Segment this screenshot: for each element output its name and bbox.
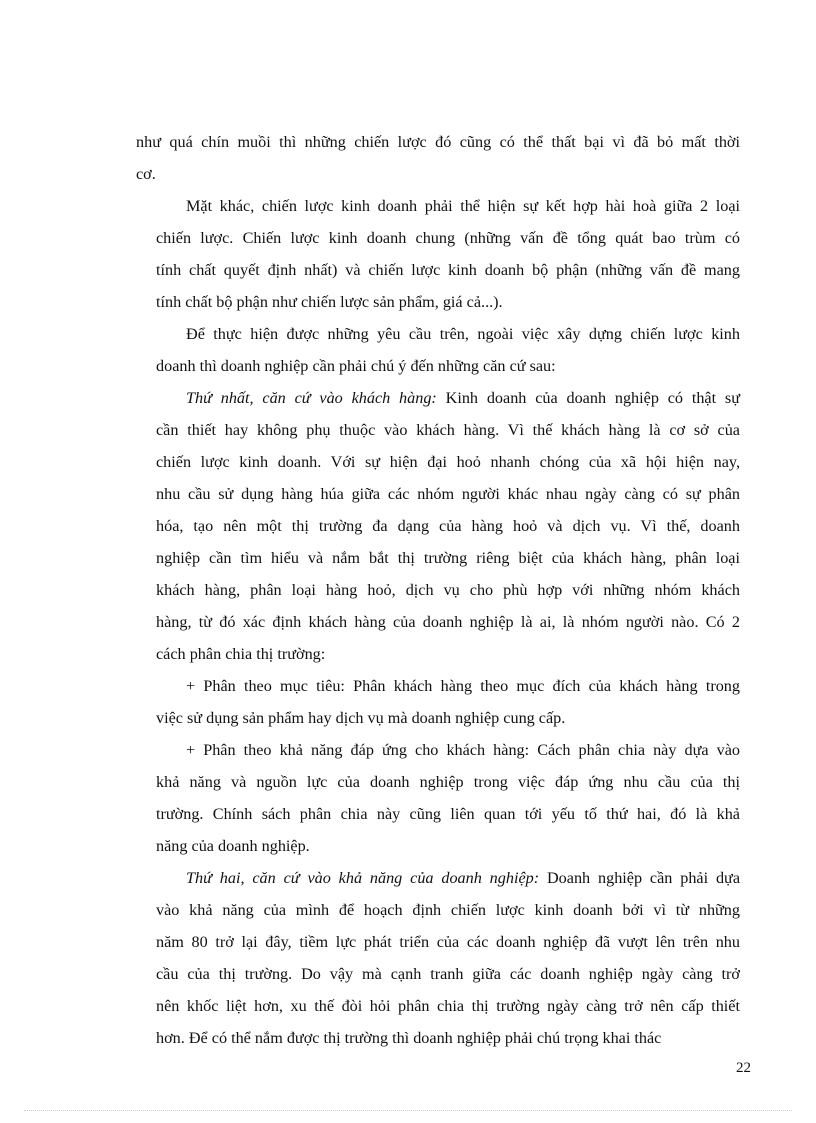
paragraph-line: cách phân chia thị trường:: [156, 645, 326, 663]
paragraph-line: khả năng và nguồn lực của doanh nghiệp trong việc đáp ứng nhu cầu của thị: [156, 773, 740, 791]
paragraph-line: doanh thì doanh nghiệp cần phải chú ý đến những căn cứ sau:: [156, 357, 556, 375]
paragraph-line: nghiệp cần tìm hiểu và nắm bắt thị trường riêng biệt của khách hàng, phân loại: [156, 549, 740, 567]
paragraph-line: năng của doanh nghiệp.: [156, 837, 310, 855]
paragraph-line: chiến lược. Chiến lược kinh doanh chung (những vấn đề tổng quát bao trùm có: [156, 229, 740, 247]
paragraph-line: chiến lược kinh doanh. Với sự hiện đại hoỏ nhanh chóng của xã hội hiện nay,: [156, 453, 740, 471]
text-line: [0, 864, 740, 892]
paragraph-line: nên khốc liệt hơn, xu thế đòi hỏi phân chia thị trường ngày càng trở nên cấp thiết: [156, 997, 740, 1015]
paragraph-line: cơ.: [136, 165, 156, 183]
paragraph-line: hàng, từ đó xác định khách hàng của doanh nghiệp là ai, là nhóm người nào. Có 2: [156, 613, 740, 631]
page-number: 22: [736, 1060, 751, 1076]
text-line: [0, 416, 740, 444]
text-line: [0, 1024, 740, 1052]
text-line: [0, 576, 740, 604]
paragraph-line: tính chất quyết định nhất) và chiến lược kinh doanh bộ phận (những vấn đề mang: [156, 261, 740, 279]
text-line: [0, 480, 740, 508]
paragraph-line: tính chất bộ phận như chiến lược sản phẩm, giá cả...).: [156, 293, 503, 311]
text-line: [0, 256, 740, 284]
text-line: [0, 704, 740, 732]
line-text: Kinh doanh của doanh nghiệp có thật sự: [436, 389, 740, 407]
paragraph-line: + Phân theo mục tiêu: Phân khách hàng theo mục đích của khách hàng trong: [186, 677, 740, 695]
text-line: [0, 384, 740, 412]
text-line: [0, 544, 740, 572]
text-line: [0, 320, 740, 348]
paragraph-line: hơn. Để có thể nắm được thị trường thì doanh nghiệp phải chú trọng khai thác: [156, 1029, 662, 1047]
paragraph-line: + Phân theo khả năng đáp ứng cho khách hàng: Cách phân chia này dựa vào: [186, 741, 740, 759]
paragraph-line: Để thực hiện được những yêu cầu trên, ngoài việc xây dựng chiến lược kinh: [186, 325, 740, 343]
text-line: [0, 512, 740, 540]
italic-heading: Thứ hai, căn cứ vào khả năng của doanh nghiệp:: [186, 869, 540, 887]
paragraph-line: năm 80 trở lại đây, tiềm lực phát triển của các doanh nghiệp đã vượt lên trên nhu: [156, 933, 740, 951]
text-line: [0, 960, 740, 988]
paragraph-line: vào khả năng của mình để hoạch định chiến lược kinh doanh bởi vì từ những: [156, 901, 740, 919]
text-line: [0, 800, 740, 828]
text-line: [0, 448, 740, 476]
text-line: [0, 224, 740, 252]
italic-heading: Thứ nhất, căn cứ vào khách hàng:: [186, 389, 437, 407]
paragraph-line: như quá chín muồi thì những chiến lược đó cũng có thể thất bại vì đã bỏ mất thời: [136, 133, 740, 151]
text-line: [0, 768, 740, 796]
text-line: [0, 608, 740, 636]
paragraph-line: [186, 864, 740, 892]
paragraph-line: Mặt khác, chiến lược kinh doanh phải thể hiện sự kết hợp hài hoà giữa 2 loại: [186, 197, 740, 215]
text-line: [0, 832, 740, 860]
text-line: [0, 192, 740, 220]
paragraph-line: nhu cầu sử dụng hàng húa giữa các nhóm người khác nhau ngày càng có sự phân: [156, 485, 740, 503]
text-line: [0, 128, 740, 156]
text-line: [0, 160, 740, 188]
text-line: [0, 672, 740, 700]
paragraph-line: khách hàng, phân loại hàng hoỏ, dịch vụ cho phù hợp với những nhóm khách: [156, 581, 740, 599]
paragraph-line: cần thiết hay không phụ thuộc vào khách hàng. Vì thế khách hàng là cơ sở của: [156, 421, 740, 439]
paragraph-line: trường. Chính sách phân chia này cũng liên quan tới yếu tố thứ hai, đó là khả: [156, 805, 740, 823]
paragraph-line: cầu của thị trường. Do vậy mà cạnh tranh giữa các doanh nghiệp ngày càng trở: [156, 965, 740, 983]
text-line: [0, 928, 740, 956]
text-line: [0, 992, 740, 1020]
text-line: [0, 352, 740, 380]
text-line: [0, 640, 740, 668]
page-bottom-rule: [24, 1110, 792, 1111]
text-line: [0, 288, 740, 316]
text-line: [0, 736, 740, 764]
paragraph-line: [186, 384, 740, 412]
text-line: [0, 896, 740, 924]
paragraph-line: việc sử dụng sản phẩm hay dịch vụ mà doanh nghiệp cung cấp.: [156, 709, 566, 727]
paragraph-line: hóa, tạo nên một thị trường đa dạng của hàng hoỏ và dịch vụ. Vì thế, doanh: [156, 517, 740, 535]
line-text: Doanh nghiệp cần phải dựa: [539, 869, 741, 887]
